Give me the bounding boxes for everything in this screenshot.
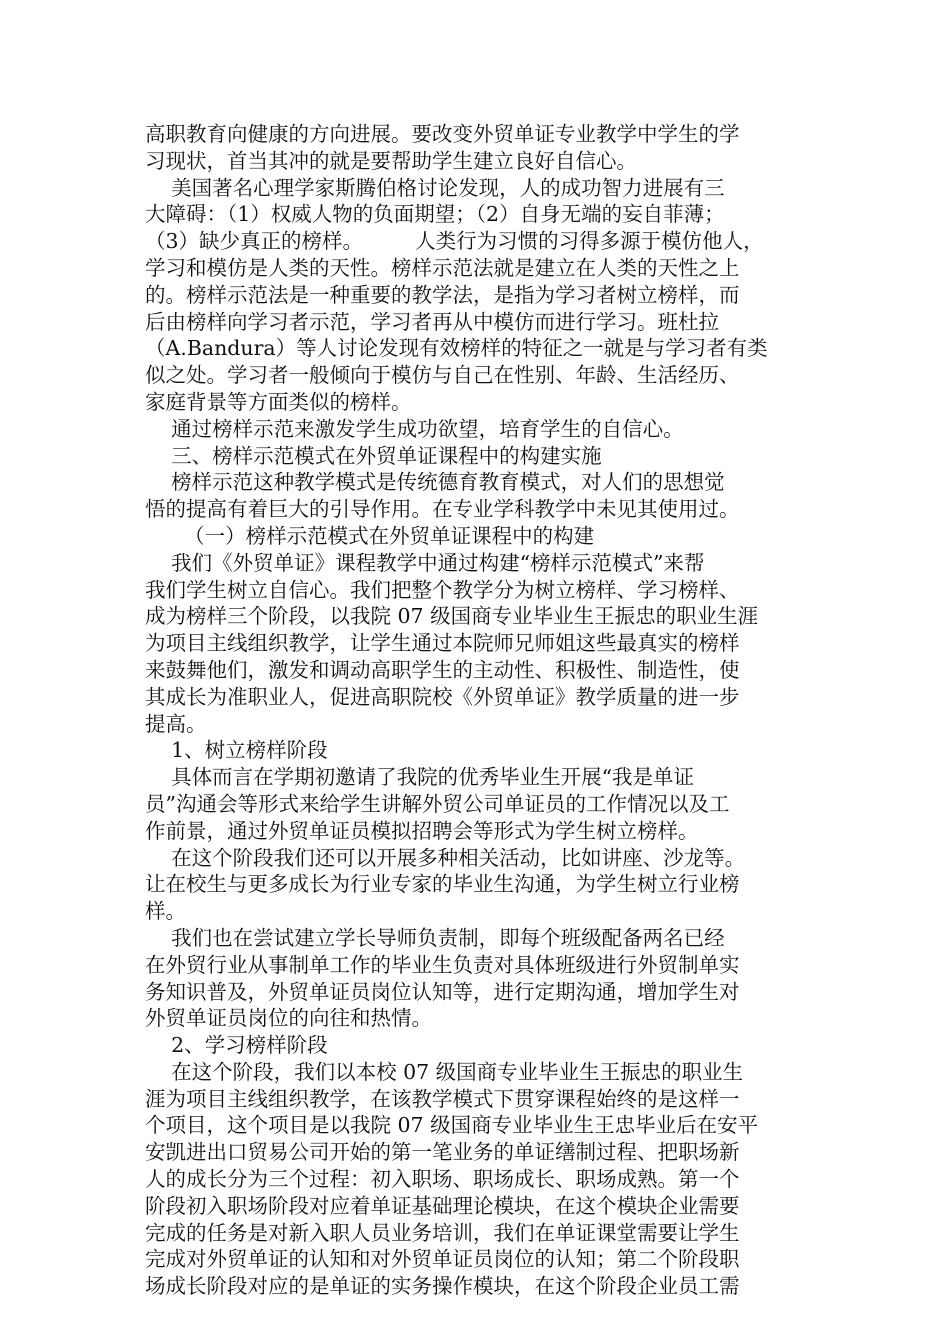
text-line: 个项目，这个项目是以我院 07 级国商专业毕业生王忠毕业后在安平 <box>145 1113 759 1138</box>
text-line: 高职教育向健康的方向进展。要改变外贸单证专业教学中学生的学 <box>145 122 740 146</box>
text-line: 具体而言在学期初邀请了我院的优秀毕业生开展“我是单证 <box>145 765 695 790</box>
text-line: 我们《外贸单证》课程教学中通过构建“榜样示范模式”来帮 <box>145 550 705 575</box>
text-line: 阶段初入职场阶段对应着单证基础理论模块，在这个模块企业需要 <box>145 1193 740 1218</box>
text-line: 完成对外贸单证的认知和对外贸单证员岗位的认知；第二个阶段职 <box>145 1247 740 1272</box>
text-line: 家庭背景等方面类似的榜样。 <box>145 389 412 414</box>
text-line: 作前景，通过外贸单证员模拟招聘会等形式为学生树立榜样。 <box>145 818 699 843</box>
text-line: 大障碍：（1）权威人物的负面期望；（2）自身无端的妄自菲薄； <box>145 202 725 227</box>
text-line: 涯为项目主线组织教学，在该教学模式下贯穿课程始终的是这样一 <box>145 1086 740 1111</box>
text-line: 似之处。学习者一般倾向于模仿与自己在性别、年龄、生活经历、 <box>145 363 740 388</box>
text-line: 员”沟通会等形式来给学生讲解外贸公司单证员的工作情况以及工 <box>145 791 730 816</box>
text-line: 我们学生树立自信心。我们把整个教学分为树立榜样、学习榜样、 <box>145 577 740 602</box>
section-heading: 三、榜样示范模式在外贸单证课程中的构建实施 <box>145 443 602 468</box>
text-line: 完成的任务是对新入职人员业务培训，我们在单证课堂需要让学生 <box>145 1220 740 1245</box>
text-line: 来鼓舞他们，激发和调动高职学生的主动性、积极性、制造性，使 <box>145 657 740 682</box>
text-line: 为项目主线组织教学，让学生通过本院师兄师姐这些最真实的榜样 <box>145 631 740 656</box>
text-line: 人的成长分为三个过程：初入职场、职场成长、职场成熟。第一个 <box>145 1167 740 1192</box>
text-line: （3）缺少真正的榜样。 人类行为习惯的习得多源于模仿他人， <box>145 229 764 254</box>
text-line: 其成长为准职业人，促进高职院校《外贸单证》教学质量的进一步 <box>145 684 740 709</box>
text-line: 在外贸行业从事制单工作的毕业生负责对具体班级进行外贸制单实 <box>145 952 740 977</box>
text-line: 悟的提高有着巨大的引导作用。在专业学科教学中未见其使用过。 <box>145 497 740 522</box>
text-line: 的。榜样示范法是一种重要的教学法，是指为学习者树立榜样，而 <box>145 282 740 307</box>
text-line: 外贸单证员岗位的向往和热情。 <box>145 1006 432 1031</box>
text-line: 通过榜样示范来激发学生成功欲望，培育学生的自信心。 <box>145 416 684 441</box>
text-line: 后由榜样向学习者示范，学习者再从中模仿而进行学习。班杜拉 <box>145 309 719 334</box>
text-line: 务知识普及，外贸单证员岗位认知等，进行定期沟通，增加学生对 <box>145 979 740 1004</box>
text-line: 在这个阶段我们还可以开展多种相关活动，比如讲座、沙龙等。 <box>145 845 746 870</box>
text-line: 提高。 <box>145 711 207 736</box>
text-line: 在这个阶段，我们以本校 07 级国商专业毕业生王振忠的职业生 <box>145 1059 744 1084</box>
text-line: 美国著名心理学家斯腾伯格讨论发现，人的成功智力进展有三 <box>145 175 725 200</box>
text-line: 让在校生与更多成长为行业专家的毕业生沟通，为学生树立行业榜 <box>145 872 740 897</box>
text-line: 安凯进出口贸易公司开始的第一笔业务的单证缮制过程、把职场新 <box>145 1140 740 1165</box>
text-line: 学习和模仿是人类的天性。榜样示范法就是建立在人类的天性之上 <box>145 255 740 280</box>
text-line: 我们也在尝试建立学长导师负责制，即每个班级配备两名已经 <box>145 925 725 950</box>
text-line: 习现状，首当其冲的就是要帮助学生建立良好自信心。 <box>145 148 637 173</box>
subsection-heading: 1、树立榜样阶段 <box>145 738 328 763</box>
text-line: （A.Bandura）等人讨论发现有效榜样的特征之一就是与学习者有类 <box>145 336 768 361</box>
document-body <box>145 121 807 1300</box>
text-line: 样。 <box>145 899 186 924</box>
text-line: 场成长阶段对应的是单证的实务操作模块，在这个阶段企业员工需 <box>145 1274 740 1299</box>
text-line: 成为榜样三个阶段，以我院 07 级国商专业毕业生王振忠的职业生涯 <box>145 604 759 629</box>
text-line: 榜样示范这种教学模式是传统德育教育模式，对人们的思想觉 <box>145 470 725 495</box>
subsection-heading: 2、学习榜样阶段 <box>145 1033 328 1058</box>
subsection-heading: （一）榜样示范模式在外贸单证课程中的构建 <box>145 523 595 548</box>
